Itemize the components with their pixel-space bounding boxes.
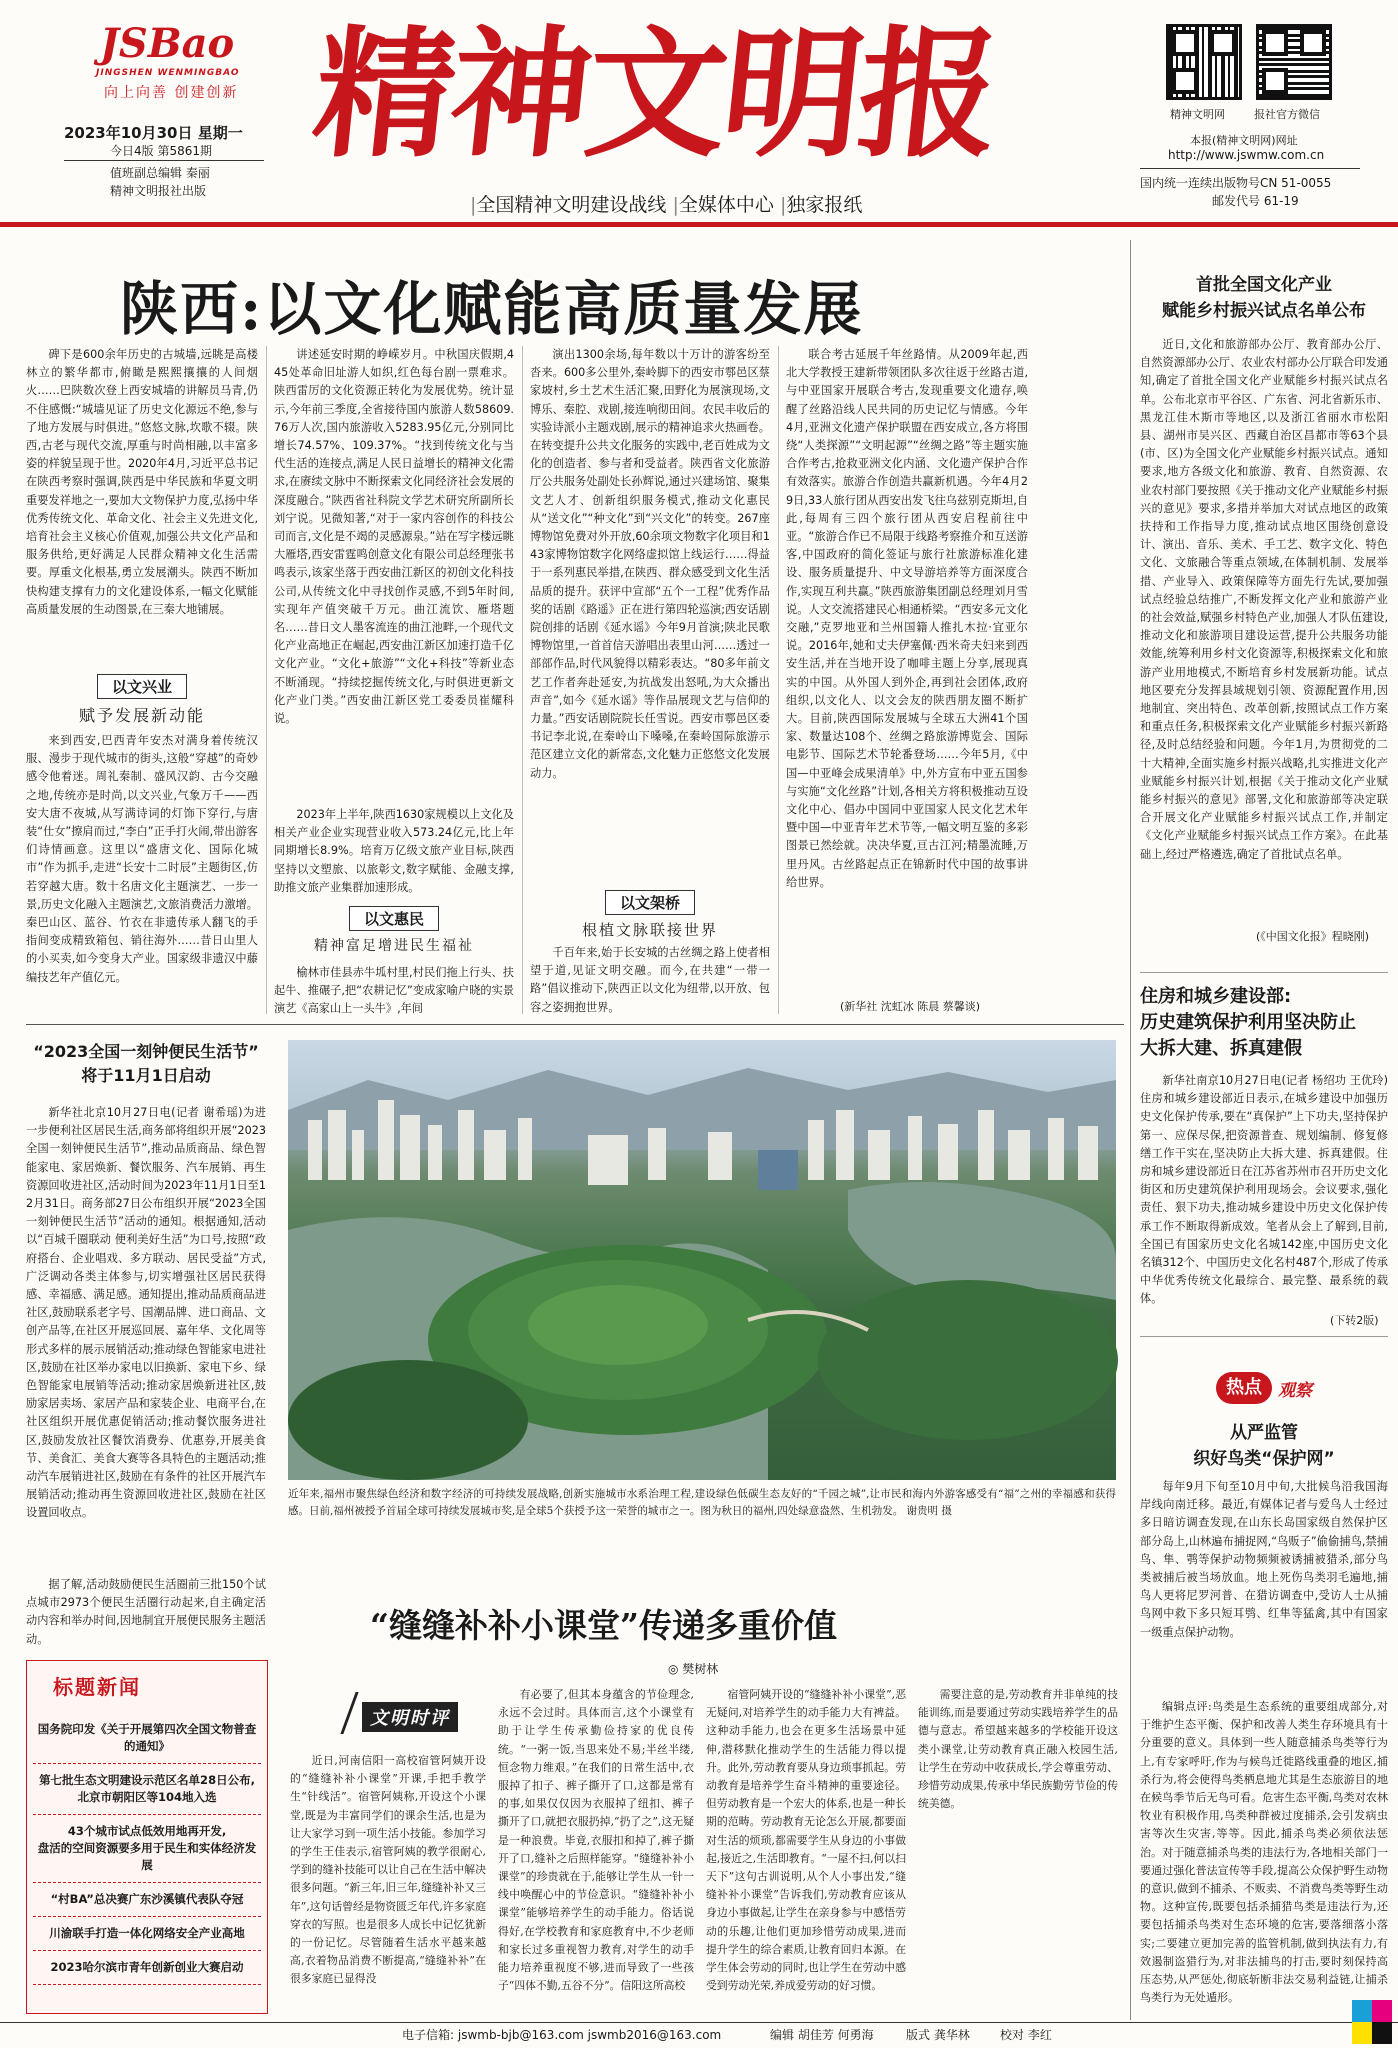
index-list (33, 1713, 261, 1985)
publisher: 精神文明报社出版 (110, 184, 207, 198)
kw-2-sub: 精神富足增进民生福祉 (314, 938, 474, 954)
commentary-col-3-text: 宿管阿姨开设的“缝缝补补小课堂”,恶无疑问,对培养学生的动手能力大有裨益。这种动手能力,也会在更多生活场景中延伸,潜移默化推动学生的生活能力得以提升。此外,劳动教育要从身边琐事抓起。劳动教育是培养学生奋斗精神的重要途径。但劳动教育是一个宏大的体系,也是一种长期的范畴。劳动教育无论怎么开展,都要面对生活的烦琐,都需要学生从身边的小事做起,接近之,生活即教育。“一屋不扫,何以扫天下”这句古训说明,从个人小事出发,“缝缝补补小课堂”告诉我们,劳动教育应该从身边小事做起,让学生在亲身参与中感悟劳动的乐趣,让他们更加珍惜劳动成果,进而提升学生的综合素质,让教育回归本源。在学生体会劳动的同时,也让学生在劳动中感受到劳动光荣,养成爱劳动的好习惯。 (706, 1688, 906, 1993)
lead-headline: 陕西:以文化赋能高质量发展 (120, 275, 864, 343)
hot-observe-badge (1216, 1370, 1336, 1406)
newspaper-title: 精神文明报 (306, 13, 1004, 177)
duty-editor: 值班副总编辑 秦丽 (110, 166, 210, 180)
author-icon: ◎ (668, 1662, 683, 1676)
lead-col-2 (274, 346, 514, 886)
lead-col-2-text: 讲述延安时期的峥嵘岁月。中秋国庆假期,445处革命旧址游人如织,红色每台剧一票难求。陕西雷厉的文化资源正转化为发展优势。统计显示,今年前三季度,全省接待国内旅游人数58609.76万人次,国内旅游收入5283.95亿元,分别同比增长74.57%、109.37%。“找到传统文化与当代生活的连接点,满足人民日益增长的精神文化需求,在赓续文脉中不断探索文化同经济社会发展的深度融合。”陕西省社科院文学艺术研究所副所长刘宁说。见微知著,“对于一家内容创作的科技公司而言,文化是不竭的灵感源泉。”站在写字楼远眺大雁塔,西安雷霆鸣创意文化有限公司总经理张书鸣表示,该家坐落于西安曲江新区的初创文化科技公司,从传统文化中寻找创作灵感,不到5年时间,实现年产值突破千万元。曲江流饮、雁塔题名……昔日文人墨客流连的曲江池畔,一个现代文化产业高地正在崛起,西安曲江新区加速打造千亿文化产业。“文化+旅游”“文化+科技”等新业态不断涌现。“持续挖掘传统文化,与时俱进更新文化产业门类。”西安曲江新区党工委委员崔耀科说。 (274, 348, 514, 726)
civilization-comment-badge (348, 1690, 498, 1740)
post-code: 邮发代号 61-19 (1212, 194, 1299, 208)
kw-1: 以文兴业 (97, 674, 187, 699)
photo-caption (288, 1486, 1116, 1520)
right-mid-headline-3: 大拆大建、拆真建假 (1140, 1038, 1302, 1059)
right-bottom-comment-text: 编辑点评:鸟类是生态系统的重要组成部分,对于维护生态平衡、保护和改善人类生存环境具有十分重要的意义。具体到一些人随意捕杀鸟类等行为上,有专家呼吁,作为与候鸟迁徙路线重叠的地区,捕杀行为,将会使得鸟类栖息地尤其是生态旅游目的地在候鸟季节后无鸟可看。危害生态平衡,鸟类对农林牧业有积极作用,鸟类种群被过度捕杀,会引发病虫害等次生灾害,等等。因此,捕杀鸟类必须依法惩治。对于随意捕杀鸟类的违法行为,各地相关部门一要通过强化普法宣传等手段,提高公众保护野生动物的意识,做到不捕杀、不贩卖、不消费鸟类等野生动物。这种宣传,既要包括杀捕猎鸟类是违法行为,还要包括捕杀鸟类对生态环境的危害,要落细落小落实;二要建立更加完善的监管机制,做到执法有力,有效遏制盗猎行为,对非法捕鸟的打击,要时刻保持高压态势,从严惩处,彻底斩断非法交易利益链,让捕杀鸟类行为无处遁形。 (1140, 1700, 1388, 2005)
kw-1-sub: 赋予发展新动能 (78, 706, 205, 725)
commentary-col-1 (290, 1752, 486, 2010)
left-mid-text-2: 据了解,活动鼓励便民生活圈前三批150个试点城市2973个便民生活圈行动起来,自主确定活动内容和举办时间,因地制宜开展便民服务主题活动。 (26, 1578, 266, 1646)
qr-website-label: 精神文明网 (1170, 108, 1225, 121)
lead-col-1b (26, 732, 258, 1022)
commentary-author (668, 1660, 718, 1677)
logo-mark: JSBao (100, 20, 235, 67)
lead-byline: (新华社 沈虹冰 陈晨 蔡馨谈) (840, 1000, 981, 1013)
issue-edition: 今日4版 第5861期 (110, 144, 212, 158)
lead-col-2c (274, 964, 514, 1016)
badge-hot: 热点 (1216, 1372, 1272, 1404)
right-mid-text: 新华社南京10月27日电(记者 杨绍功 王优玲)住房和城乡建设部近日表示,在城乡建设中加强历史文化保护传承,要在“真保护”上下功夫,坚持保护第一、应保尽保,把资源普查、规划编制、修复修缮工作干实在,坚决防止大拆大建、拆真建假。住房和城乡建设部近日在江苏省苏州市召开历史文化街区和历史建筑保护利用现场会。会议要求,强化责任、狠下功夫,推动城乡建设中历史文化保护传承工作不断取得新成效。笔者从会上了解到,目前,全国已有国家历史文化名城142座,中国历史文化名镇312个、中国历史文化名村487个,形成了传承中华优秀传统文化最综合、最完整、最系统的载体。 (1140, 1074, 1388, 1306)
left-mid-body-2 (26, 1576, 266, 1650)
index-item[interactable]: 国务院印发《关于开展第四次全国文物普查的通知》 (33, 1713, 261, 1764)
right-mid-body (1140, 1072, 1388, 1312)
left-mid-headline (26, 1040, 266, 1088)
index-item[interactable]: “村BA”总决赛广东沙溪镇代表队夺冠 (33, 1883, 261, 1917)
right-bottom-body (1140, 1478, 1388, 1688)
right-bottom-comment (1140, 1698, 1388, 2010)
city-photo (288, 1040, 1116, 1480)
lead-col-3b (530, 944, 770, 1014)
index-item[interactable]: 川渝联手打造一体化网络安全产业高地 (33, 1917, 261, 1951)
badge-observe: 观察 (1278, 1381, 1312, 1401)
commentary-col-3 (706, 1686, 906, 2010)
commentary-col-4-text: 需要注意的是,劳动教育并非单纯的技能训练,而是要通过劳动实践培养学生的品德与意志。希望越来越多的学校能开设这类小课堂,让劳动教育真正融入校园生活,让学生在劳动中收获成长,学会尊重劳动、珍惜劳动成果,传承中华民族勤劳节俭的传统美德。 (918, 1688, 1118, 1811)
lead-col-3b-text: 千百年来,始于长安城的古丝绸之路上使者相望于道,见证文明交融。而今,在共建“一带一路”倡议推动下,陕西正以文化为纽带,以开放、包容之姿拥抱世界。 (530, 946, 770, 1014)
right-bottom-headline-1: 从严监管 (1230, 1423, 1298, 1443)
commentary-col-4 (918, 1686, 1118, 2010)
footer-email: 电子信箱: jswmb-bjb@163.com jswmb2016@163.com (402, 2028, 722, 2042)
lead-col-2b (274, 806, 514, 902)
left-mid-body (26, 1104, 266, 1574)
commentary-col-2-text: 有必要了,但其本身蕴含的节俭理念,永远不会过时。具体而言,这个小课堂有助于让学生传承勤俭持家的优良传统。“一粥一饭,当思来处不易;半丝半缕,恒念物力维艰。”在我们的日常生活中,衣服掉了扣子、裤子撕开了口,这都是常有的事,如果仅仅因为衣服掉了纽扣、裤子撕开了口,就把衣服扔掉,“扔了之”,这无疑是一种浪费。毕竟,衣服扣和掉了,裤子撕开了口,缝补之后照样能穿。“缝缝补补小课堂”的珍贵就在于,能够让学生从一针一线中唤醒心中的节俭意识。“缝缝补补小课堂”能够培养学生的动手能力。俗话说得好,在学校教育和家庭教育中,不少老师和家长过多重视智力教育,对学生的动手能力培养重视度不够,进而导致了一些孩子“四体不勤,五谷不分”。信阳这所高校 (498, 1688, 694, 1993)
right-top-body (1140, 336, 1388, 932)
tagline-1: 全国精神文明建设战线 (476, 194, 667, 216)
masthead-rule (0, 222, 1398, 227)
index-title: 标题新闻 (53, 1675, 141, 1699)
commentary-headline: “缝缝补补小课堂”传递多重价值 (370, 1606, 837, 1645)
right-mid-jump[interactable]: (下转2版) (1330, 1314, 1379, 1327)
kw-2: 以文惠民 (349, 906, 439, 931)
right-mid-headline-1: 住房和城乡建设部: (1140, 986, 1292, 1007)
kw-box-2 (274, 906, 514, 955)
photo-credit: 谢贵明 摄 (906, 1505, 952, 1517)
right-bottom-text: 每年9月下旬至10月中旬,大批候鸟沿我国海岸线向南迁移。最近,有媒体记者与爱鸟人士经过多日暗访调查发现,在山东长岛国家级自然保护区部分岛上,山林遍布捕捉网,“鸟贩子”偷偷捕鸟,禁捕鸟、隼、鹗等保护动物频频被诱捕被猎杀,部分鸟类被捕后被当场放血。地上死伤鸟类羽毛遍地,捕鸟人更将尼罗河普、在猎访调查中,受访人士从捕鸟网中救下多只短耳鸮、红隼等猛禽,其中有国家一级重点保护动物。 (1140, 1480, 1388, 1639)
kw-3-sub: 根植文脉联接世界 (581, 921, 718, 939)
footer (0, 2026, 1398, 2046)
brand-logo (78, 20, 278, 110)
tagline-2: 全媒体中心 (678, 194, 774, 216)
right-top-source: (《中国文化报》程晓刚) (1256, 930, 1370, 943)
right-mid-headline-2: 历史建筑保护利用坚决防止 (1140, 1012, 1356, 1033)
photo-caption-text: 近年来,福州市聚焦绿色经济和数字经济的可持续发展战略,创新实施城市水系治理工程,建设绿色低碳生态友好的“千园之城”,让市民和海内外游客感受有“福”之州的幸福感和获得感。日前,福州被授予首届全球可持续发展城市奖,是全球5个获授予这一荣誉的城市之一。图为秋日的福州,四处绿意盎然、生机勃发。 (288, 1488, 1116, 1517)
url-link[interactable]: http://www.jswmw.com.cn (1168, 148, 1325, 162)
right-bottom-headline-2: 织好鸟类“保护网” (1193, 1449, 1335, 1469)
lead-col-3 (530, 346, 770, 886)
lead-col-2b-text: 2023年上半年,陕西1630家规模以上文化及相关产业企业实现营业收入573.24亿元,比上年同期增长8.9%。培育万亿级文旅产业目标,陕西坚持以文塑旅、以旅彰文,数字赋能、金融支撑,助推文旅产业集群加速形成。 (274, 808, 514, 894)
right-mid-headline (1140, 984, 1388, 1062)
masthead (0, 0, 1398, 220)
lead-col-4 (786, 346, 1028, 996)
left-mid-headline-1: “2023全国一刻钟便民生活节” (33, 1042, 259, 1061)
logo-subtitle: JINGSHEN WENMINGBAO (96, 68, 240, 78)
color-bar (1352, 2000, 1392, 2044)
commentary-col-2 (498, 1686, 694, 2010)
lead-col-1 (26, 346, 258, 668)
footer-proof: 校对 李红 (1000, 2028, 1052, 2042)
lead-col-1-text: 碑下是600余年历史的古城墙,远眺是高楼林立的繁华都市,俯瞰是熙熙攘攘的人间烟火……巴陕数次登上西安城墙的讲解员马青,仍不住感慨:“城墙见证了历史文化源远不绝,参与了地方发展与时俱进。”悠悠文脉,坎歌不辍。陕西,古老与现代交流,厚重与时尚相融,以丰富多姿的样貌呈现于世。2020年4月,习近平总书记在陕西考察时强调,陕西是中华民族和华夏文明重要发祥地之一,要加大文物保护力度,弘扬中华优秀传统文化、革命文化、社会主义先进文化,培育社会主义核心价值观,加强公共文化产品和服务供给,更好满足人民群众精神文化生活需要。厚重文化根基,勇立发展潮头。陕西不断加快构建支撑有力的文化建设体系,一幅文化赋能高质量发展的生动图景,在三秦大地铺展。 (26, 348, 258, 616)
author-name: 樊树林 (682, 1662, 719, 1676)
index-item[interactable]: 2023哈尔滨市青年创新创业大赛启动 (33, 1951, 261, 1985)
kw-box-3 (530, 890, 770, 940)
tagline-3: 独家报纸 (786, 194, 863, 216)
cn-number: 国内统一连续出版物号CN 51-0055 (1140, 176, 1332, 190)
headline-index (26, 1660, 268, 2014)
lead-col-1b-text: 来到西安,巴西青年安杰对满身着传统汉服、漫步于现代城市的街头,这般“穿越”的奇妙感令他着迷。周礼秦制、盛风汉韵、古今交融之地,传统亦是时尚,以文兴业,气象万千——西安大唐不夜城,从写满诗词的灯饰下穿行,与唐装“仕女”擦肩而过,“李白”正手打火闹,带出游客们诗情画意。这里以“盛唐文化、国际化城市”作为抓手,走进“长安十二时辰”主题街区,仿若穿越大唐。数十名唐文化主题演艺、一步一景,历史文化融入主题演艺,文旅消费活力激增。秦巴山区、蓝谷、竹衣在非遗传承人翻飞的手指间变成精致箱包、销往海外……昔日山里人的小买卖,如今变身大产业。国家级非遗汉中藤编技艺年产值亿元。 (26, 734, 258, 984)
lead-col-4-text: 联合考古延展千年丝路情。从2009年起,西北大学教授王建新带领团队多次往返于丝路古道,与中亚国家开展联合考古,发现重要文化遗存,唤醒了丝路沿线人民共同的历史记忆与情感。今年4月,亚洲文化遗产保护联盟在西安成立,各方将围绕“人类探源”“文明起源”“丝绸之路”等主题实施合作考古,抢救亚洲文化内涵、文化遗产保护合作有效落实。旅游合作创造共赢新机遇。今年4月29日,33人旅行团从西安出发飞往乌兹别克斯坦,自此,每周有三四个旅行团从西安启程前往中亚。“旅游合作已不局限于线路考察推介和互送游客,中国政府的简化签证与旅行社旅游标准化建设、服务质量提升、中文导游培养等方面深度合作,实现互利共赢。”陕西旅游集团副总经理刘月雪说。人文交流搭建民心相通桥梁。“西安多元文化交融,”克罗地亚和兰州国籍人推扎木拉·宜亚尔说。2016年,她和丈夫伊塞佩·西米奇夫妇来到西安生活,并在当地开设了咖啡主题上分享,展现真实的中国。从外国人到外企,再到社会团体,政府组织,以文化人、以文会友的陕西朋友圈不断扩大。目前,陕西国际发展城与全球五大洲41个国家、数量达108个、丝绸之路旅游博览会、国际电影节、国际艺术节轮番登场……今年5月,《中国—中亚峰会成果清单》中,外方宣布中亚五国参与实施“文化丝路”计划,各相关方将积极推动互设文化中心、倡办中国同中亚国家人民文化艺术年暨中国—中亚青年艺术节等,一幅文明互鉴的多彩图景已然绘就。决决华夏,亘古江河;精墨流睡,万里丹风。古丝路起点正在锦新时代中国的故事讲给世界。 (786, 348, 1028, 889)
index-item[interactable]: 43个城市试点低效用地再开发, 盘活的空间资源要多用于民生和实体经济发展 (33, 1815, 261, 1883)
qr-website[interactable] (1166, 24, 1242, 100)
issue-date: 2023年10月30日 星期一 (64, 124, 243, 142)
footer-designer: 版式 龚华林 (906, 2028, 970, 2042)
photo-illustration (288, 1040, 1116, 1480)
commentary-col-1-text: 近日,河南信阳一高校宿管阿姨开设的“缝缝补补小课堂”开课,手把手教学生“针线活”。宿管阿姨称,开设这个小课堂,既是为丰富同学们的课余生活,也是为让大家学习到一项生活小技能。参加学习的学生王佳表示,宿管阿姨的教学很耐心,学到的缝补技能可以让自己在生活中解决很多问题。“新三年,旧三年,缝缝补补又三年”,这句话曾经是物资匮乏年代,许多家庭穿衣的写照。也是很多人成长中记忆犹新的一份记忆。尽管随着生活水平越来越高,衣着物品消费不断提高,“缝缝补补”在很多家庭已显得没 (290, 1754, 486, 1986)
kw-box-1 (26, 674, 258, 726)
left-mid-text: 新华社北京10月27日电(记者 谢希瑶)为进一步便利社区居民生活,商务部将组织开展“2023全国一刻钟便民生活节”,推动品质商品、绿色智能家电、家居焕新、餐饮服务、汽车展销、再生资源回收进社区,活动时间为2023年11月1日至12月31日。商务部27日公布组织开展“2023全国一刻钟便民生活节”活动的通知。根据通知,活动以“百城千圈联动 便利美好生活”为口号,按照“政府搭台、企业唱戏、多方联动、居民受益”方式,广泛调动各类主体参与,切实增强社区居民获得感、幸福感、满足感。通知提出,推动品质商品进社区,鼓励联系老字号、国潮品牌、进口商品、文创产品等,在社区开展巡回展、嘉年华、文化周等形式多样的展示展销活动;推动绿色智能家电进社区,鼓励在社区举办家电以旧换新、家电下乡、绿色智能家电展销等活动;推动家居焕新进社区,鼓励家居卖场、家居产品和家装企业、电商平台,在社区组织开展优惠促销活动;推动餐饮服务进社区,鼓励发放社区餐饮消费券、优惠券,开展美食节、美食汇、美食大赛等各具特色的主题活动;推动汽车展销进社区,鼓励在有条件的社区开展汽车展销活动;推动再生资源回收进社区,鼓励在社区设置回收点。 (26, 1106, 266, 1520)
url-label: 本报(精神文明网)网址 (1190, 134, 1298, 147)
taglines: |全国精神文明建设战线 |全媒体中心 |独家报纸 (470, 194, 863, 216)
footer-editor: 编辑 胡佳芳 何勇海 (770, 2028, 874, 2042)
kw-3: 以文架桥 (605, 890, 695, 915)
slogan: 向上向善 创建创新 (104, 85, 239, 101)
right-top-headline: 首批全国文化产业 赋能乡村振兴试点名单公布 (1162, 275, 1366, 321)
right-top-text: 近日,文化和旅游部办公厅、教育部办公厅、自然资源部办公厅、农业农村部办公厅联合印发通知,确定了首批全国文化产业赋能乡村振兴试点名单。公布北京市平谷区、广东省、河北省新乐市、黑龙江佳木斯市等地区,以及浙江省丽水市松阳县、湖州市吴兴区、西藏自治区昌都市等63个县(市、区)为全国文化产业赋能乡村振兴试点。通知要求,地方各级文化和旅游、教育、自然资源、农业农村部门要按照《关于推动文化产业赋能乡村振兴的意见》要求,多措并举加大对试点地区的政策扶持和工作指导力度,推动试点地区围绕创意设计、演出、音乐、美术、手工艺、数字文化、特色文化、文旅融合等重点领域,在体制机制、发展举措、产业导入、政策保障等方面先行先试,要加强试点经验总结推广,不断发挥文化产业和旅游产业的社会效益,赋强乡村特色产业,加强人才队伍建设,推动文化和旅游项目建设运营,提升公共服务功能效能,统筹利用乡村文化资源等,积极探索文化和旅游产业用地模式,不断培育乡村发展新功能。试点地区要充分发挥县域规划引领、资源配置作用,因地制宜、突出特色、改革创新,按照试点工作方案和重点任务,积极探索文化产业赋能乡村振兴新路径,及时总结经验和问题。今年1月,为贯彻党的二十大精神,全面实施乡村振兴战略,扎实推进文化产业赋能乡村振兴计划,根据《关于推动文化产业赋能乡村振兴的意见》部署,文化和旅游部等决定联合开展文化产业赋能乡村振兴试点工作,并制定《文化产业赋能乡村振兴试点工作方案》。在此基础上,经过严格遴选,确定了首批试点名单。 (1140, 338, 1388, 861)
lead-col-2c-text: 榆林市佳县赤牛坬村里,村民们拖上行头、扶起牛、推碾子,把“农耕记忆”变成家喻户晓的实景演艺《高家山上一头牛》,年间 (274, 966, 514, 1016)
qr-wechat[interactable] (1256, 24, 1332, 100)
right-bottom-headline (1140, 1420, 1388, 1472)
lead-col-3-text: 演出1300余场,每年数以十万计的游客纷至沓来。600多公里外,秦岭脚下的西安市鄠邑区蔡家坡村,乡土艺术生活汇聚,田野化为展演现场,文博乐、秦腔、戏剧,接连响彻田间。农民丰收后的实验诗派小主题戏剧,展示的精神追求火热画卷。在转变提升公共文化服务的实践中,老百姓成为文化的创造者、参与者和受益者。陕西省文化旅游厅公共服务处副处长孙辉说,通过兴建场馆、聚集文艺人才、创新组织服务模式,推动文化惠民从“送文化”“种文化”到“兴文化”的转变。267座博物馆免费对外开放,60余项文物数字化项目和143家博物馆数字化网络虚拟馆上线运行……得益于一系列惠民举措,在陕西、群众感受到文化生活品质的提升。获评中宣部“五个一工程”优秀作品奖的话剧《路遥》正在进行第四轮巡演;西安话剧院创排的话剧《延水谣》今年9月首演;陕北民歌博物馆里,一首首信天游唱出表里山河……透过一部部作品,时代风貌得以精彩表达。“80多年前文艺工作者奔赴延安,为抗战发出怒吼,为大众播出声音”,如今《延水谣》等作品展现文艺与信仰的力量。”西安话剧院院长任雪说。西安市鄠邑区委书记李北说,在秦岭山下嗓嗓,在秦岭国际旅游示范区建立文化的新常态,文化魅力正悠悠文化发展动力。 (530, 348, 770, 780)
qr-wechat-label: 报社官方微信 (1254, 108, 1320, 121)
badge-text: 文明时评 (362, 1702, 458, 1732)
index-item[interactable]: 第七批生态文明建设示范区名单28日公布, 北京市朝阳区等104地入选 (33, 1764, 261, 1815)
left-mid-headline-2: 将于11月1日启动 (81, 1066, 211, 1085)
